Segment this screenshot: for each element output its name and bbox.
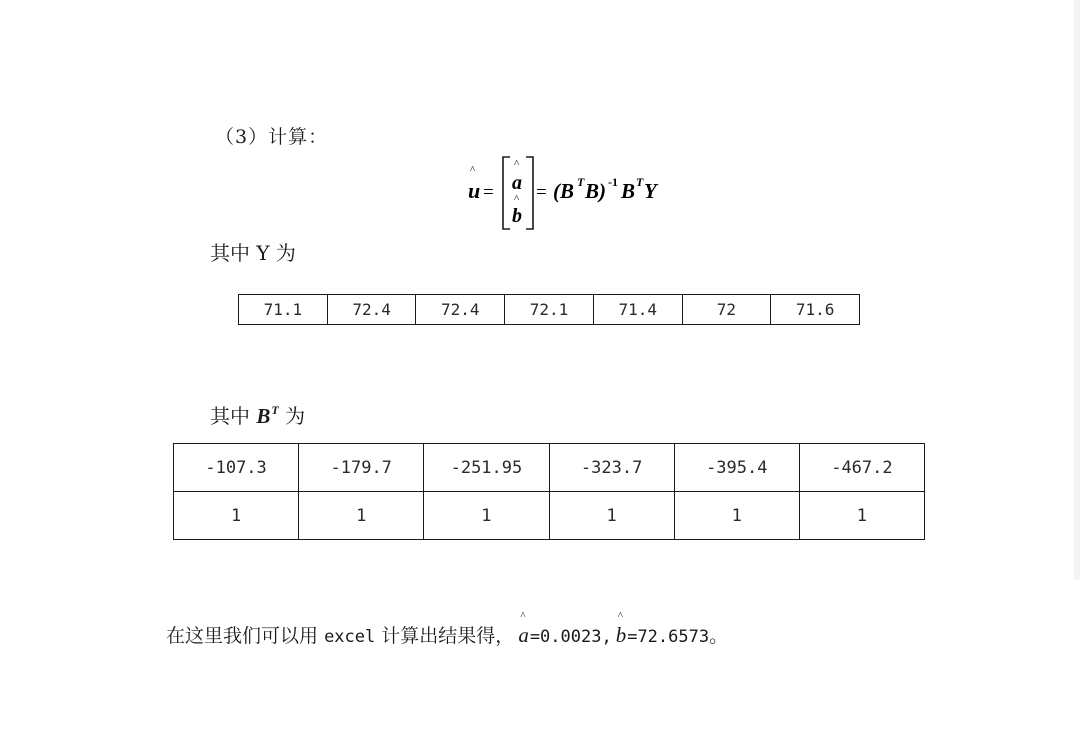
formula-rhs-sup3: T — [636, 175, 644, 189]
formula-rhs-y: Y — [644, 179, 657, 203]
bt-cell: 1 — [799, 492, 924, 540]
y-cell: 71.4 — [593, 295, 682, 325]
conclusion-b-hat: ^ — [617, 610, 623, 622]
formula-b: b — [512, 205, 522, 227]
bt-label-sup: T — [271, 403, 279, 417]
bt-cell: 1 — [299, 492, 424, 540]
bt-cell: -251.95 — [424, 444, 549, 492]
y-cell: 72.4 — [327, 295, 416, 325]
bt-cell: 1 — [674, 492, 799, 540]
bt-label-prefix: 其中 — [210, 404, 250, 428]
y-table — [238, 294, 860, 325]
conclusion-b — [615, 610, 627, 648]
bt-cell: -179.7 — [299, 444, 424, 492]
conclusion-b-symbol: b — [615, 623, 627, 647]
formula-rhs-open: (B — [553, 179, 574, 203]
bt-label-suffix: 为 — [285, 404, 306, 428]
y-cell: 72.4 — [416, 295, 505, 325]
conclusion-a-value: =0.0023, — [529, 627, 612, 647]
y-cell: 72.1 — [505, 295, 594, 325]
y-cell: 71.1 — [239, 295, 328, 325]
bt-cell: 1 — [424, 492, 549, 540]
bt-cell: -107.3 — [174, 444, 299, 492]
formula-rhs-mid: B) — [585, 179, 606, 203]
matrix-right-bracket — [526, 157, 533, 229]
bt-table — [173, 443, 925, 540]
conclusion-text-mid: 计算出结果得， — [381, 625, 515, 647]
formula-a: a — [512, 172, 522, 194]
conclusion-software: excel — [324, 627, 376, 647]
formula-equals-1: = — [483, 182, 494, 203]
conclusion-a — [518, 610, 529, 648]
table-row — [174, 492, 925, 540]
formula-rhs-sup1: T — [577, 175, 585, 189]
conclusion-text-before: 在这里我们可以用 — [166, 625, 319, 647]
formula-u: u — [468, 178, 481, 203]
formula-b-hat: ^ — [514, 193, 520, 205]
step-heading: （3）计算： — [215, 126, 329, 148]
conclusion-line — [166, 610, 729, 648]
y-cell: 71.6 — [771, 295, 860, 325]
bt-label-symbol: B — [256, 404, 271, 428]
bt-cell: -323.7 — [549, 444, 674, 492]
formula-rhs-b: B — [621, 179, 636, 203]
formula-equals-2: = — [536, 182, 547, 203]
bt-cell: 1 — [549, 492, 674, 540]
formula-u-hat: ^ — [470, 164, 476, 176]
y-label: 其中 Y 为 — [210, 241, 296, 265]
bt-label — [210, 400, 305, 429]
conclusion-b-value: =72.6573 — [627, 627, 710, 647]
bt-cell: 1 — [174, 492, 299, 540]
y-cell: 72 — [682, 295, 771, 325]
bt-cell: -395.4 — [674, 444, 799, 492]
page-edge — [1074, 0, 1080, 580]
conclusion-end: 。 — [709, 625, 729, 647]
table-row — [174, 444, 925, 492]
formula — [466, 152, 686, 234]
matrix-left-bracket — [503, 157, 510, 229]
formula-a-hat: ^ — [514, 158, 520, 170]
bt-cell: -467.2 — [799, 444, 924, 492]
formula-rhs-sup2: -1 — [608, 175, 618, 189]
conclusion-a-symbol: a — [518, 623, 529, 647]
conclusion-a-hat: ^ — [520, 610, 526, 622]
table-row — [239, 295, 860, 325]
formula-svg — [466, 152, 686, 234]
